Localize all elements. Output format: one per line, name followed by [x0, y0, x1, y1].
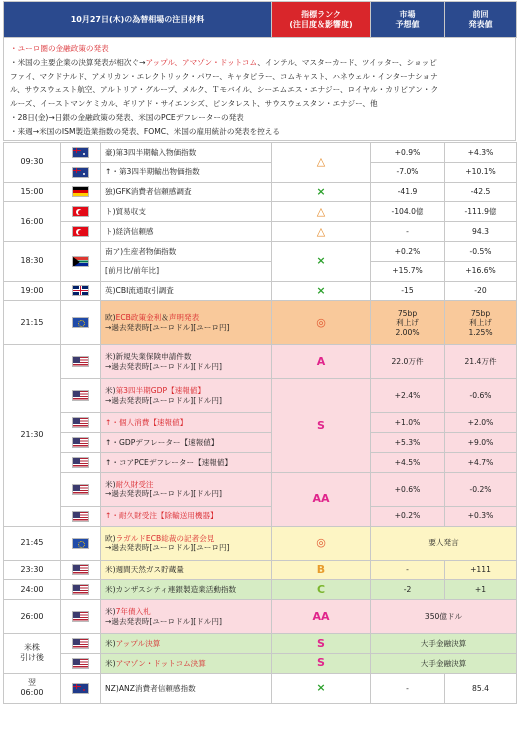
note-line: ル、サウスウェスト航空、アルトリア・グループ、メルク、Ｔモバイル、シーエムエス・エナジー、ロイヤル・カリビアン・ク [10, 85, 439, 95]
time-cell: 18:30 [4, 241, 61, 281]
forecast-value: -41.9 [371, 182, 445, 202]
us-flag-icon [72, 564, 89, 575]
forecast-value: +2.4% [371, 379, 445, 413]
header-rank: 指標ランク (注目度＆影響度) [272, 2, 371, 38]
forecast-value: 75bp 利上げ 2.00% [371, 301, 445, 345]
rank-cell: △ [272, 143, 371, 183]
previous-value: -0.6% [445, 379, 517, 413]
flag-cell [61, 281, 101, 301]
rank-cell: × [272, 241, 371, 281]
event-name: 米)新規失業保険申請件数 →過去発表時[ユーロドル][ドル円] [101, 345, 272, 379]
event-name: ト)経済信頼感 [101, 222, 272, 242]
note-line: ルーズ、イーストマンケミカル、ギリアド・サイエンシズ、ピンタレスト、サウスウェスタン・エナジー、他 [10, 99, 378, 109]
calendar-header [3, 1, 517, 38]
table-row [4, 413, 517, 433]
past-release-links[interactable]: →過去発表時[ユーロドル][ドル円] [105, 395, 222, 405]
previous-value: +9.0% [445, 433, 517, 453]
table-row [4, 222, 517, 242]
rank-cell: ◎ [272, 526, 371, 560]
previous-value: 21.4万件 [445, 345, 517, 379]
event-name: ↑・個人消費【速報値】 [101, 413, 272, 433]
time-cell: 19:00 [4, 281, 61, 301]
time-cell: 21:15 [4, 301, 61, 345]
event-link[interactable]: 耐久財受注 [115, 479, 154, 489]
flag-cell [61, 452, 101, 472]
table-row [4, 560, 517, 580]
us-flag-icon [72, 584, 89, 595]
us-flag-icon [72, 511, 89, 522]
previous-value: 94.3 [445, 222, 517, 242]
flag-cell [61, 143, 101, 163]
previous-value: +10.1% [445, 162, 517, 182]
event-link[interactable]: ラガルドECB総裁の記者会見 [115, 533, 215, 543]
event-value: 350億ドル [371, 600, 517, 634]
calendar-table [3, 142, 517, 704]
rank-cell: C [272, 580, 371, 600]
us-flag-icon [72, 390, 89, 401]
event-link[interactable]: ECB政策金利 [115, 313, 162, 323]
event-value: 大手金融決算 [371, 653, 517, 673]
forecast-value: - [371, 222, 445, 242]
flag-cell [61, 182, 101, 202]
flag-cell [61, 301, 101, 345]
rank-cell: ◎ [272, 301, 371, 345]
flag-cell [61, 379, 101, 413]
time-cell: 21:30 [4, 345, 61, 526]
event-name: ↑・耐久財受注【除輸送用機器】 [101, 506, 272, 526]
flag-cell [61, 241, 101, 281]
event-link[interactable]: 第3四半期GDP【速報値】 [115, 386, 206, 396]
rank-cell: AA [272, 472, 371, 526]
event-name: 独)GFK消費者信頼感調査 [101, 182, 272, 202]
previous-value: 85.4 [445, 673, 517, 703]
rank-cell: AA [272, 600, 371, 634]
note-line: ・ユーロ圏の金融政策の発表 [10, 44, 109, 53]
forecast-value: +0.6% [371, 472, 445, 506]
table-row [4, 345, 517, 379]
time-cell: 21:45 [4, 526, 61, 560]
event-name: 欧)ECB政策金利＆声明発表 →過去発表時[ユーロドル][ユーロ円] [101, 301, 272, 345]
table-row [4, 653, 517, 673]
us-flag-icon [72, 658, 89, 669]
flag-cell [61, 600, 101, 634]
flag-cell [61, 433, 101, 453]
time-cell: 翌 06:00 [4, 673, 61, 703]
rank-cell: B [272, 560, 371, 580]
table-row [4, 472, 517, 506]
past-release-links[interactable]: →過去発表時[ユーロドル][ドル円] [105, 489, 222, 499]
table-row [4, 634, 517, 654]
rank-cell: S [272, 634, 371, 654]
previous-value: +4.7% [445, 452, 517, 472]
previous-value: +1 [445, 580, 517, 600]
previous-value: +111 [445, 560, 517, 580]
forecast-value: 22.0万件 [371, 345, 445, 379]
flag-cell [61, 345, 101, 379]
event-value: 大手金融決算 [371, 634, 517, 654]
flag-cell [61, 413, 101, 433]
flag-cell [61, 526, 101, 560]
event-name: [前月比/前年比] [101, 261, 272, 281]
previous-value: -0.5% [445, 241, 517, 261]
rank-cell: × [272, 281, 371, 301]
market-notes [3, 37, 516, 141]
rank-cell: S [272, 379, 371, 472]
table-row [4, 433, 517, 453]
event-name: ト)貿易収支 [101, 202, 272, 222]
time-cell: 米株 引け後 [4, 634, 61, 674]
forecast-value: +5.3% [371, 433, 445, 453]
rank-cell: S [272, 653, 371, 673]
previous-value: -0.2% [445, 472, 517, 506]
flag-cell [61, 202, 101, 222]
event-link[interactable]: 7年債入札 [115, 607, 151, 617]
us-flag-icon [72, 457, 89, 468]
table-row [4, 600, 517, 634]
us-flag-icon [72, 484, 89, 495]
australia-flag-icon [72, 167, 89, 178]
note-line: ファイ、マクドナルド、アメリカン・エレクトリック・パワー、キャタピラー、コムキャスト、ハネウェル・インターナショナ [10, 71, 438, 81]
header-title: 10月27日(木)の為替相場の注目材料 [4, 2, 272, 38]
forecast-value: +0.2% [371, 506, 445, 526]
south-africa-flag-icon [72, 256, 89, 267]
australia-flag-icon [72, 147, 89, 158]
event-name: 米)7年債入札 →過去発表時[ユーロドル][ドル円] [101, 600, 272, 634]
event-link[interactable]: アマゾン・ドットコム決算 [115, 658, 206, 668]
rank-cell: A [272, 345, 371, 379]
forecast-value: +15.7% [371, 261, 445, 281]
event-name: 英)CBI流通取引調査 [101, 281, 272, 301]
previous-value: -111.9億 [445, 202, 517, 222]
event-link[interactable]: 声明発表 [168, 313, 200, 323]
table-row [4, 202, 517, 222]
event-name: 米)耐久財受注 →過去発表時[ユーロドル][ドル円] [101, 472, 272, 506]
event-name: 米)第3四半期GDP【速報値】 →過去発表時[ユーロドル][ドル円] [101, 379, 272, 413]
forecast-value: +1.0% [371, 413, 445, 433]
uk-flag-icon [72, 285, 89, 296]
time-cell: 26:00 [4, 600, 61, 634]
rank-cell: × [272, 673, 371, 703]
table-row [4, 526, 517, 560]
header-previous: 前回 発表値 [445, 2, 517, 38]
event-value: 要人発言 [371, 526, 517, 560]
us-flag-icon [72, 638, 89, 649]
time-cell: 09:30 [4, 143, 61, 183]
time-cell: 24:00 [4, 580, 61, 600]
previous-value: -42.5 [445, 182, 517, 202]
past-release-links[interactable]: →過去発表時[ユーロドル][ユーロ円] [105, 322, 230, 332]
time-cell: 23:30 [4, 560, 61, 580]
table-row [4, 506, 517, 526]
rank-cell: × [272, 182, 371, 202]
flag-cell [61, 472, 101, 506]
forecast-value: -2 [371, 580, 445, 600]
flag-cell [61, 673, 101, 703]
turkey-flag-icon [72, 226, 89, 237]
event-name: ↑・GDPデフレーター【速報値】 [101, 433, 272, 453]
eu-flag-icon [72, 317, 89, 328]
previous-value: +0.3% [445, 506, 517, 526]
forecast-value: +0.9% [371, 143, 445, 163]
past-release-links[interactable]: →過去発表時[ユーロドル][ドル円] [105, 616, 222, 626]
event-name: 米)アマゾン・ドットコム決算 [101, 653, 272, 673]
forecast-value: -7.0% [371, 162, 445, 182]
table-row [4, 301, 517, 345]
table-row [4, 379, 517, 413]
note-line: ・米国の主要企業の決算発表が相次ぐ→アップル、アマゾン・ドットコム、インテル、マスターカード、ツイッター、ショッピ [10, 57, 437, 67]
header-forecast: 市場 予想値 [371, 2, 445, 38]
event-name: ↑・コアPCEデフレーター【速報値】 [101, 452, 272, 472]
forecast-value: - [371, 673, 445, 703]
past-release-links[interactable]: →過去発表時[ユーロドル][ユーロ円] [105, 543, 230, 553]
event-link[interactable]: アップル決算 [115, 638, 161, 648]
event-name: 南ア)生産者物価指数 [101, 241, 272, 261]
flag-cell [61, 560, 101, 580]
event-name: 米)アップル決算 [101, 634, 272, 654]
forecast-value: -15 [371, 281, 445, 301]
table-row [4, 580, 517, 600]
table-row [4, 452, 517, 472]
time-cell: 15:00 [4, 182, 61, 202]
note-line: ・来週→米国のISM製造業指数の発表、FOMC、米国の雇用統計の発表を控える [10, 126, 280, 136]
table-row [4, 182, 517, 202]
forecast-value: +4.5% [371, 452, 445, 472]
event-name: 豪)第3四半期輸入物価指数 [101, 143, 272, 163]
flag-cell [61, 580, 101, 600]
forecast-value: +0.2% [371, 241, 445, 261]
table-row [4, 281, 517, 301]
previous-value: +4.3% [445, 143, 517, 163]
turkey-flag-icon [72, 206, 89, 217]
previous-value: +2.0% [445, 413, 517, 433]
rank-cell: △ [272, 202, 371, 222]
us-flag-icon [72, 611, 89, 622]
table-row [4, 162, 517, 182]
us-flag-icon [72, 417, 89, 428]
us-flag-icon [72, 437, 89, 448]
event-name: 欧)ラガルドECB総裁の記者会見 →過去発表時[ユーロドル][ユーロ円] [101, 526, 272, 560]
eu-flag-icon [72, 538, 89, 549]
forecast-value: - [371, 560, 445, 580]
previous-value: 75bp 利上げ 1.25% [445, 301, 517, 345]
previous-value: -20 [445, 281, 517, 301]
event-name: NZ)ANZ消費者信頼感指数 [101, 673, 272, 703]
flag-cell [61, 222, 101, 242]
germany-flag-icon [72, 186, 89, 197]
flag-cell [61, 653, 101, 673]
table-row [4, 673, 517, 703]
forecast-value: -104.0億 [371, 202, 445, 222]
event-name: 米)カンザスシティ連銀製造業活動指数 [101, 580, 272, 600]
event-name: ↑・第3四半期輸出物価指数 [101, 162, 272, 182]
note-line: ・28日(金)→日銀の金融政策の発表、米国のPCEデフレーターの発表 [10, 112, 244, 122]
previous-value: +16.6% [445, 261, 517, 281]
flag-cell [61, 162, 101, 182]
new-zealand-flag-icon [72, 683, 89, 694]
rank-cell: △ [272, 222, 371, 242]
past-release-links[interactable]: →過去発表時[ユーロドル][ドル円] [105, 361, 222, 371]
time-cell: 16:00 [4, 202, 61, 242]
us-flag-icon [72, 356, 89, 367]
event-name: 米)週間天然ガス貯蔵量 [101, 560, 272, 580]
flag-cell [61, 506, 101, 526]
table-row [4, 143, 517, 163]
flag-cell [61, 634, 101, 654]
table-row [4, 241, 517, 261]
